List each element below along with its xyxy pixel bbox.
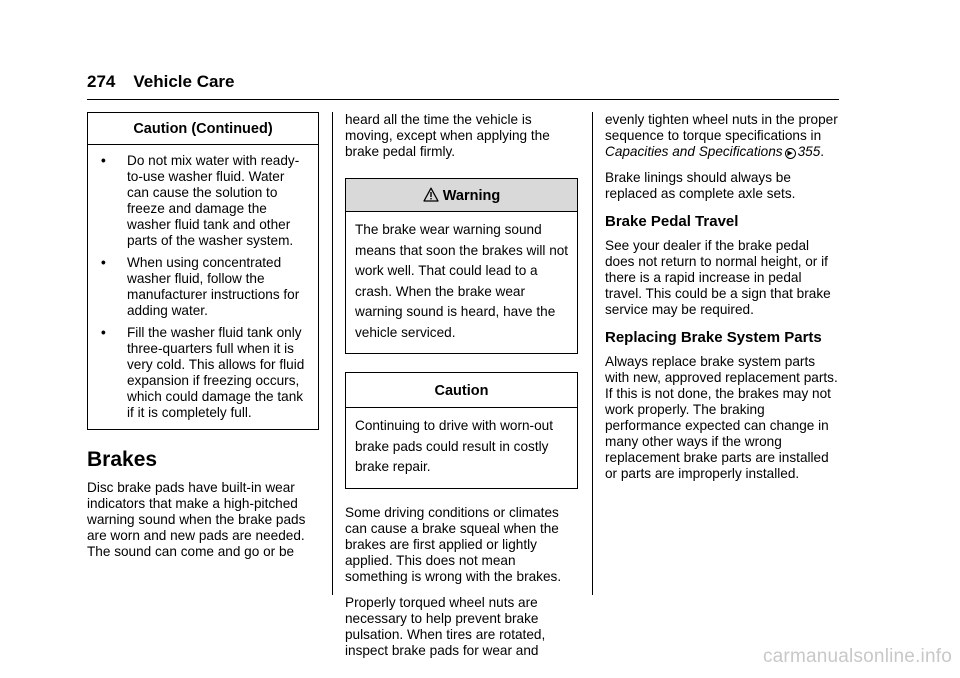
replacing-parts-body: Always replace brake system parts with new, approved replacement parts. If this is not done, the brakes may not work properly. The braking performance expected can change in many other ways if the wrong replacement brake parts are installed or parts are improperly installed. [605, 354, 838, 481]
replacing-parts-heading: Replacing Brake System Parts [605, 329, 822, 346]
column-3 [605, 112, 841, 492]
warning-icon [423, 187, 439, 202]
watermark: carmanualsonline.info [762, 646, 952, 667]
list-item: • Fill the washer fluid tank only three-quarters full when it is very cold. This allows for fluid expansion if freezing occurs, which could damage the tank if it is completely full. [98, 325, 309, 421]
list-item: • When using concentrated washer fluid, follow the manufacturer instructions for adding water. [98, 255, 309, 319]
header-rule [87, 99, 839, 100]
brake-pedal-travel-heading: Brake Pedal Travel [605, 213, 739, 230]
cross-reference-page: 355 [797, 144, 821, 159]
wheel-nuts-paragraph-continued: evenly tighten wheel nuts in the proper sequence to torque specifications in Capacities and Specifications ▶ 355. [605, 112, 838, 159]
column-divider [592, 112, 593, 595]
warning-title: Warning [346, 179, 577, 212]
caution-bullet-list [88, 145, 318, 429]
cross-reference-title: Capacities and Specifications [605, 144, 783, 159]
column-2 [345, 112, 578, 669]
caution-continued-title: Caution (Continued) [88, 113, 318, 145]
brakes-paragraph: Disc brake pads have built-in wear indicators that make a high-pitched warning sound when the brake pads are worn and new pads are needed. The sound can come and go or be [87, 480, 306, 559]
caution-box [345, 372, 578, 489]
brakes-paragraph-continued: heard all the time the vehicle is moving, except when applying the brake pedal firmly. [345, 112, 550, 159]
list-item: • Do not mix water with ready-to-use washer fluid. Water can cause the solution to freeze and damage the washer fluid tank and other parts of the washer system. [98, 153, 309, 249]
warning-box [345, 178, 578, 354]
section-title: Vehicle Care [133, 72, 235, 91]
bullet-text: Do not mix water with ready-to-use washer fluid. Water can cause the solution to freeze and damage the washer fluid tank and other parts of the washer system. [127, 153, 300, 248]
brake-squeal-paragraph: Some driving conditions or climates can cause a brake squeal when the brakes are first applied or lightly applied. This does not mean something is wrong with the brakes. [345, 504, 562, 584]
page-number: 274 [87, 72, 116, 91]
warning-body: The brake wear warning sound means that soon the brakes will not work well. That could lead to a crash. When the brake wear warning sound is heard, have the vehicle serviced. [355, 222, 569, 340]
page-header [87, 72, 235, 92]
brake-linings-paragraph: Brake linings should always be replaced as complete axle sets. [605, 170, 796, 201]
bullet-text: Fill the washer fluid tank only three-quarters full when it is very cold. This allows for fluid expansion if freezing occurs, which could damage the tank if it is completely full. [127, 325, 305, 420]
brakes-heading: Brakes [87, 448, 158, 471]
caution-body: Continuing to drive with worn-out brake pads could result in costly brake repair. [355, 418, 553, 474]
caution-title: Caution [346, 373, 577, 408]
column-1 [87, 112, 319, 570]
brake-pedal-travel-body: See your dealer if the brake pedal does not return to normal height, or if there is a rapid increase in pedal travel. This could be a sign that brake service may be required. [605, 238, 831, 317]
page-reference-icon: ▶ [785, 148, 796, 159]
column-divider [332, 112, 333, 595]
caution-continued-box [87, 112, 319, 430]
wheel-nuts-paragraph: Properly torqued wheel nuts are necessary to help prevent brake pulsation. When tires are rotated, inspect brake pads for wear and [345, 594, 546, 658]
bullet-text: When using concentrated washer fluid, follow the manufacturer instructions for adding water. [127, 255, 300, 318]
